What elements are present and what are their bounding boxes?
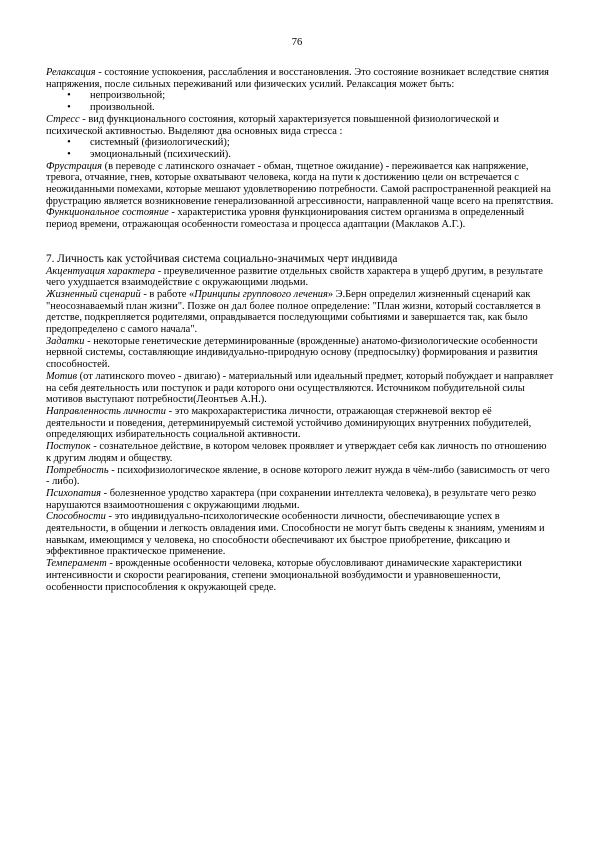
bullet-list [46, 90, 554, 113]
bullet-item [64, 137, 554, 149]
bullet-list [46, 137, 554, 160]
definition-text: - состояние успокоения, расслабления и восстановления. Это состояние возникает вследствие снятия напряжения, после сильных переживаний или физических усилий. Релаксация может быть: [46, 67, 549, 90]
definition-paragraph [46, 67, 554, 90]
section-heading: 7. Личность как устойчивая система социально-значимых черт индивида [46, 252, 398, 265]
definition-paragraph [46, 114, 554, 137]
bullet-icon: • [67, 148, 71, 160]
bullet-icon: • [67, 90, 71, 102]
definition-text: - вид функционального состояния, который характеризуется повышенной физиологической и психической активностью. Выделяют два основных вида стресса : [46, 113, 499, 137]
page-content [46, 67, 554, 593]
bullet-item [64, 90, 554, 102]
definition-term: Мотив [46, 370, 78, 382]
definitions-part-2 [46, 266, 554, 594]
bullet-icon: • [67, 102, 71, 114]
definitions-part-1 [46, 67, 554, 231]
definition-text: - это индивидуально-психологические особенности личности, обеспечивающие успех в деятельности, в общении и легкость овладения ими. Способности не могут быть сведены к знаниям, умениям и навыкам, имеющимся у человека, но способности обеспечивают их быстрое приобретение, фиксацию и эффективное практическое применение. [46, 511, 545, 558]
definition-text: - преувеличенное развитие отдельных свойств характера в ущерб другим, в результате чего ухудшается взаимодействие с окружающими людьми. [46, 265, 543, 289]
bullet-icon: • [67, 137, 71, 149]
definition-paragraph [46, 161, 554, 208]
definition-term: Стресс [46, 113, 80, 125]
definition-paragraph [46, 289, 554, 336]
definition-text: - врожденные особенности человека, которые обусловливают динамические характеристики интенсивности и скорости реагирования, степени эмоциональной возбудимости и уравновешенности, особенности приспособления к окружающей среде. [46, 558, 522, 593]
definition-text: (в переводе с латинского означает - обман, тщетное ожидание) - переживается как напряжение, тревога, отчаяние, гнев, которые охватывают человека, когда на пути к достижению цели он встречается с неожиданными помехами, которые мешают удовлетворению потребности. Самой распространенной реакцией на фрустрацию является возникновение генерализованной агрессивности, направленной чаще всего на препятствия. [46, 160, 554, 207]
definition-paragraph [46, 207, 554, 230]
definition-term: Направленность личности [46, 405, 167, 417]
bullet-text: системный (физиологический); [90, 137, 230, 149]
section-gap [46, 231, 554, 254]
bullet-text: произвольной. [90, 102, 155, 114]
definition-text: - некоторые генетические детерминированные (врожденные) анатомо-физиологические особенности нервной системы, составляющие индивидуально-природную основу (предпосылку) формирования и развития способностей. [46, 335, 538, 371]
definition-paragraph [46, 488, 554, 511]
definition-paragraph [46, 371, 554, 406]
definition-paragraph [46, 266, 554, 289]
definition-paragraph [46, 406, 554, 441]
definition-term: Потребность [46, 464, 109, 476]
definition-paragraph [46, 336, 554, 371]
definition-paragraph [46, 558, 554, 593]
bullet-text: эмоциональный (психический). [90, 148, 231, 160]
definition-text: - сознательное действие, в котором человек проявляет и утверждает себя как личность по отношению к другим людям и обществу. [46, 441, 547, 464]
definition-term: Психопатия [46, 487, 102, 499]
definition-text: » Э.Берн определил жизненный сценарий как "неосознаваемый план жизни". Позже он дал более полное определение: "План жизни, который составляется в детстве, подкрепляется родителями, оправдывается последующими событиями и завершается так, как было предопределено с самого начала". [46, 288, 541, 336]
definition-term: Задатки [46, 335, 85, 347]
definition-text: (от латинского moveo - двигаю) - материальный или идеальный предмет, который побуждает и направляет на себя деятельность или поступок и ради которого они осуществляются. Источником побудительной силы мотивов выступают потребности(Леонтьев А.Н.). [46, 370, 554, 406]
bullet-item [64, 149, 554, 161]
definition-term: Способности [46, 511, 106, 523]
definition-paragraph [46, 511, 554, 558]
definition-term: Релаксация [46, 67, 96, 78]
definition-paragraph [46, 441, 554, 464]
definition-text: - характеристика уровня функционирования систем организма в определенный период времени, отражающая особенности гомеостаза и процесса адаптации (Маклаков А.Г.). [46, 207, 525, 231]
definition-term: Жизненный сценарий [46, 288, 141, 300]
definition-text: - это макрохарактеристика личности, отражающая стержневой вектор её деятельности и поведения, детерминируемый системой устойчиво доминирующих внутренних побудителей, определяющих избирательность социальной активности. [46, 405, 532, 441]
definition-term: Принципы группового лечения [194, 288, 328, 300]
definition-term: Акцентуация характера [46, 265, 156, 277]
definition-term: Поступок [46, 441, 91, 453]
definition-term: Фрустрация [46, 160, 103, 172]
definition-text: - психофизиологическое явление, в основе которого лежит нужда в чём-либо (зависимость от чего - либо). [46, 464, 550, 488]
bullet-item [64, 102, 554, 114]
definition-text: - в работе « [140, 288, 195, 300]
bullet-text: непроизвольной; [90, 90, 166, 102]
definition-term: Функциональное состояние [46, 207, 169, 219]
definition-term: Темперамент [46, 558, 107, 570]
definition-paragraph [46, 465, 554, 488]
page-number: 76 [291, 37, 303, 48]
definition-text: - болезненное уродство характера (при сохранении интеллекта человека), в результате чего резко нарушаются взаимоотношения с окружающими людьми. [46, 487, 537, 511]
